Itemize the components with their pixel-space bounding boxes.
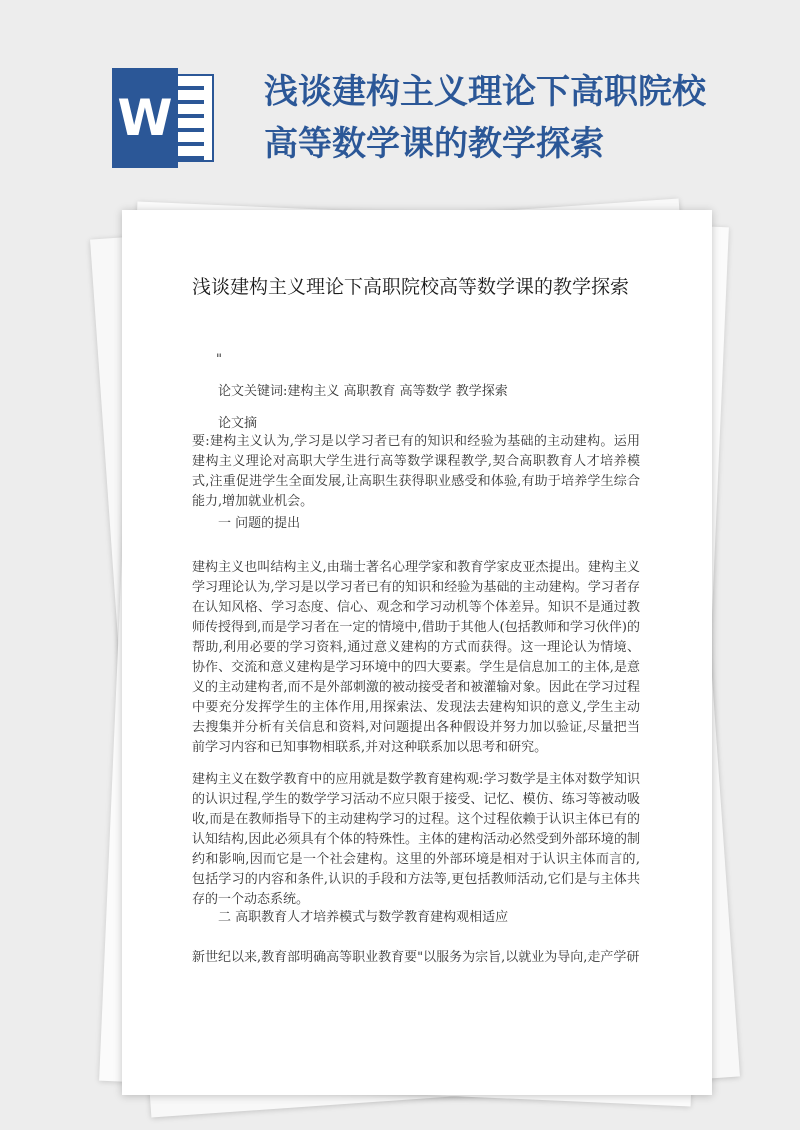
- word-w-letter: W: [112, 68, 178, 168]
- abstract-paragraph: 要:建构主义认为,学习是以学习者已有的知识和经验为基础的主动建构。运用建构主义理论对高职大学生进行高等数学课程教学,契合高职教育人才培养模式,注重促进学生全面发展,让高职生获得职业感受和体验,有助于培养学生综合能力,增加就业机会。: [192, 434, 640, 509]
- section-heading-2: 二 高职教育人才培养模式与数学教育建构观相适应: [218, 910, 509, 925]
- body-paragraph-1: 建构主义也叫结构主义,由瑞士著名心理学家和教育学家皮亚杰提出。建构主义学习理论认为,学习是以学习者已有的知识和经验为基础的主动建构。学习者存在认知风格、学习态度、信心、观念和学习动机等个体差异。知识不是通过教师传授得到,而是学习者在一定的情境中,借助于其他人(包括教师和学习伙伴)的帮助,利用必要的学习资料,通过意义建构的方式而获得。这一理论认为情境、协作、交流和意义建构是学习环境中的四大要素。学生是信息加工的主体,是意义的主动建构者,而不是外部刺激的被动接受者和被灌输对象。因此在学习过程中要充分发挥学生的主体作用,用探索法、发现法去建构知识的意义,学生主动去搜集并分析有关信息和资料,对问题提出各种假设并努力加以验证,尽量把当前学习内容和已知事物相联系,并对这种联系加以思考和研究。: [192, 560, 640, 755]
- keywords-line: 论文关键词:建构主义 高职教育 高等数学 教学探索: [218, 384, 508, 399]
- header-title: [264, 66, 784, 170]
- quote-mark: ": [216, 352, 222, 367]
- document-page: [122, 210, 712, 1095]
- document-title: 浅谈建构主义理论下高职院校高等数学课的教学探索: [192, 276, 630, 298]
- abstract-label: 论文摘: [218, 416, 258, 431]
- header-title-line2: 高等数学课的教学探索: [264, 124, 604, 164]
- body-paragraph-2: 建构主义在数学教育中的应用就是数学教育建构观:学习数学是主体对数学知识的认识过程,学生的数学学习活动不应只限于接受、记忆、模仿、练习等被动吸收,而是在教师指导下的主动建构学习的过程。这个过程依赖于认识主体已有的认知结构,因此必须具有个体的特殊性。主体的建构活动必然受到外部环境的制约和影响,因而它是一个社会建构。这里的外部环境是相对于认识主体而言的,包括学习的内容和条件,认识的手段和方法等,更包括教师活动,它们是与主体共存的一个动态系统。: [192, 772, 640, 907]
- word-logo-icon: [112, 68, 216, 168]
- body-paragraph-3: 新世纪以来,教育部明确高等职业教育要"以服务为宗旨,以就业为导向,走产学研: [192, 950, 640, 965]
- header-title-line1: 浅谈建构主义理论下高职院校: [264, 72, 706, 112]
- section-heading-1: 一 问题的提出: [218, 516, 301, 531]
